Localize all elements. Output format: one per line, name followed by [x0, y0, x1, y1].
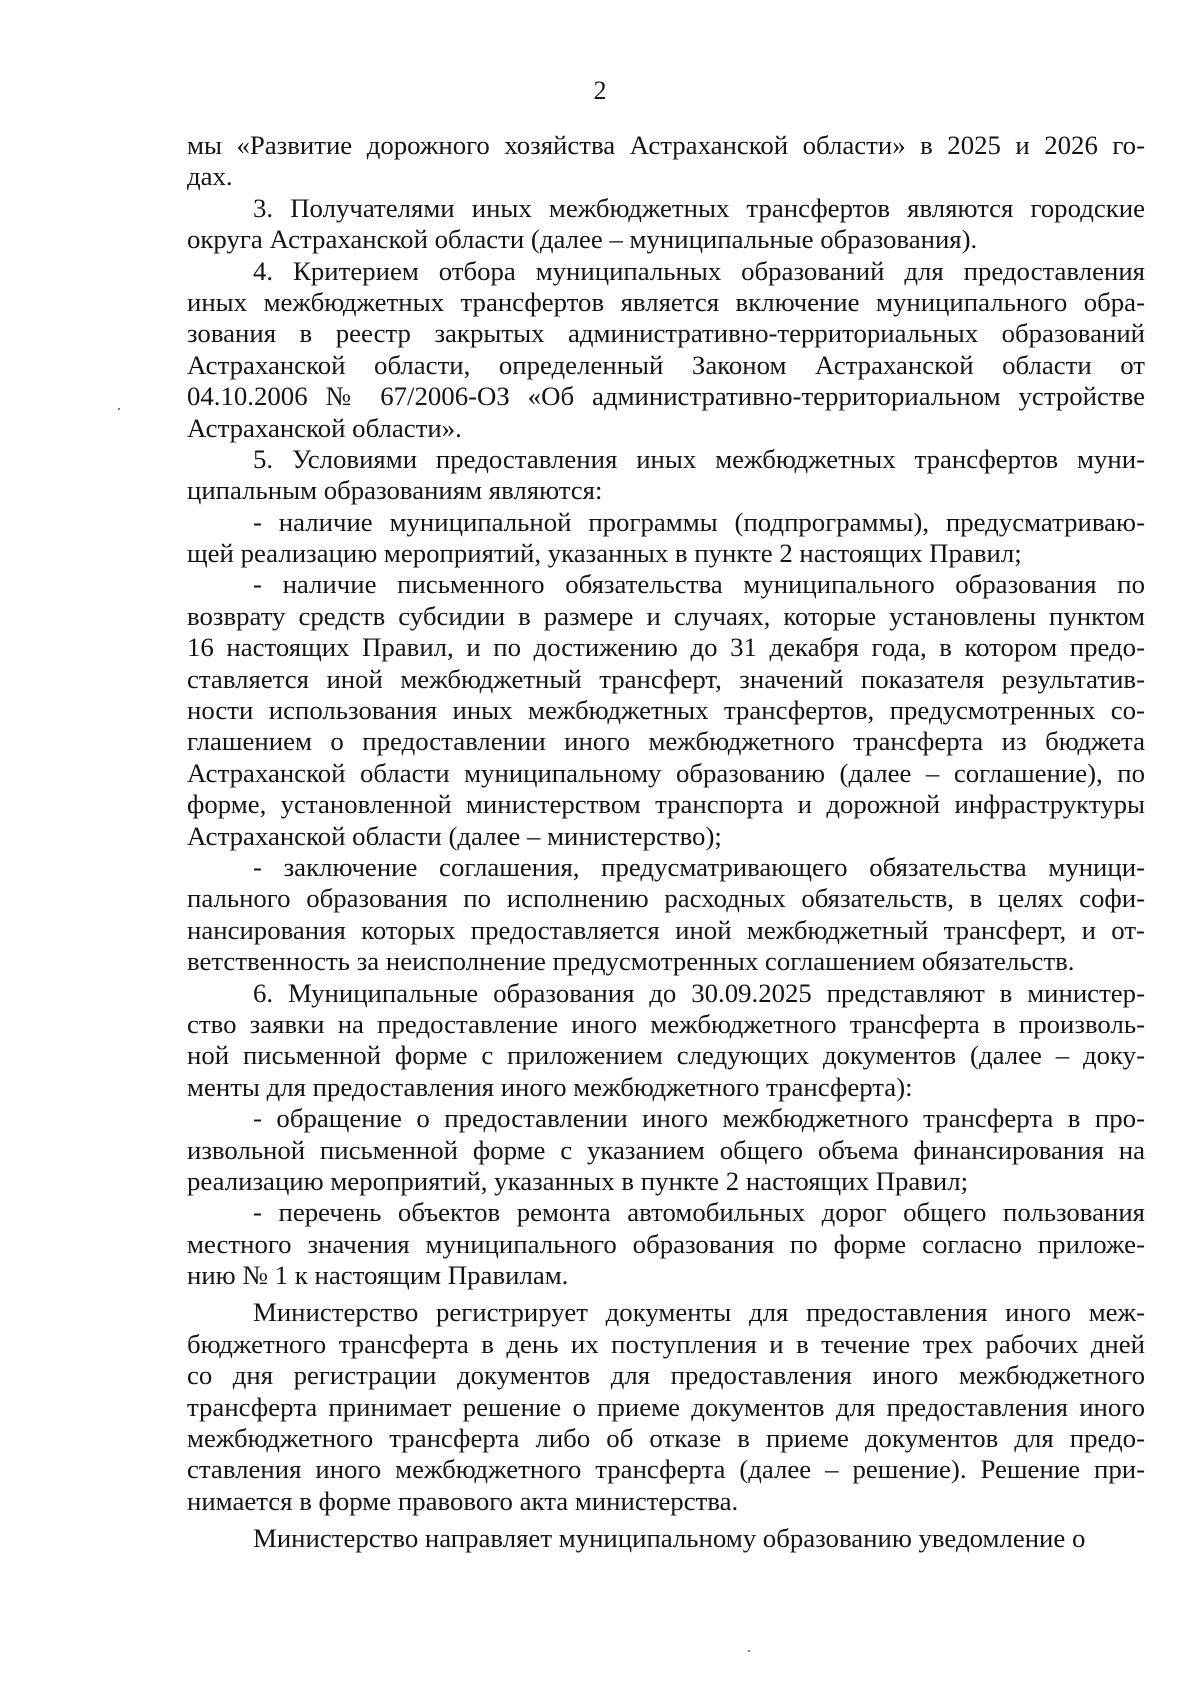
paragraph [187, 1103, 1145, 1197]
text-line: ставления иного межбюджетного трансферта (далее – решение). Решение при- [187, 1454, 1145, 1485]
text-line: Астраханской области». [187, 412, 462, 443]
text-line: щей реализацию мероприятий, указанных в пункте 2 настоящих Правил; [187, 538, 1022, 569]
text-line: Министерство регистрирует документы для предоставления иного меж- [253, 1297, 1145, 1328]
text-line: Министерство направляет муниципальному образованию уведомление о [253, 1523, 1086, 1554]
paragraph [187, 193, 1145, 256]
text-line: 16 настоящих Правил, и по достижению до 31 декабря года, в котором предо- [187, 632, 1145, 663]
text-line: возврату средств субсидии в размере и случаях, которые установлены пунктом [187, 600, 1145, 631]
text-line: местного значения муниципального образования по форме согласно приложе- [187, 1228, 1145, 1259]
scan-speck [118, 408, 120, 410]
text-line: - наличие письменного обязательства муниципального образования по [253, 569, 1145, 600]
paragraph [187, 569, 1145, 852]
scan-speck [748, 1650, 750, 1652]
text-line: Астраханской области муниципальному образованию (далее – соглашение), по [187, 757, 1145, 788]
text-line: бюджетного трансферта в день их поступления и в течение трех рабочих дней [187, 1328, 1145, 1359]
text-line: мы «Развитие дорожного хозяйства Астраханской области» в 2025 и 2026 го- [187, 130, 1145, 160]
text-line: нансирования которых предоставляется иной межбюджетный трансферт, и от- [187, 914, 1145, 945]
text-line: нию № 1 к настоящим Правилам. [187, 1260, 569, 1291]
text-line: - наличие муниципальной программы (подпрограммы), предусматриваю- [253, 506, 1145, 537]
paragraph [187, 1297, 1145, 1517]
text-line: извольной письменной форме с указанием общего объема финансирования на [187, 1134, 1145, 1165]
paragraph [187, 852, 1145, 978]
text-line: 4. Критерием отбора муниципальных образований для предоставления [253, 255, 1145, 286]
text-line: 3. Получателями иных межбюджетных трансфертов являются городские [253, 192, 1145, 223]
text-line: Астраханской области, определенный Законом Астраханской области от [187, 349, 1145, 380]
text-line: ной письменной форме с приложением следующих документов (далее – доку- [187, 1040, 1145, 1071]
text-line: ставляется иной межбюджетный трансферт, значений показателя результатив- [187, 663, 1145, 694]
text-line: 5. Условиями предоставления иных межбюджетных трансфертов муни- [253, 443, 1145, 474]
text-line: - обращение о предоставлении иного межбюджетного трансферта в про- [253, 1103, 1145, 1134]
text-line: округа Астраханской области (далее – муниципальные образования). [187, 224, 978, 255]
paragraph [187, 256, 1145, 444]
text-line: зования в реестр закрытых административно-территориальных образований [187, 318, 1145, 349]
text-line: трансферта принимает решение о приеме документов для предоставления иного [187, 1391, 1145, 1422]
paragraph [187, 507, 1145, 570]
text-line: 04.10.2006 № 67/2006-ОЗ «Об административно-территориальном устройстве [187, 381, 1145, 412]
paragraph [187, 444, 1145, 507]
text-line: нимается в форме правового акта министерства. [187, 1485, 739, 1516]
text-line: менты для предоставления иного межбюджетного трансферта): [187, 1071, 913, 1102]
text-line: 6. Муниципальные образования до 30.09.2025 представляют в министер- [253, 977, 1145, 1008]
paragraph [187, 978, 1145, 1104]
paragraph [187, 1197, 1145, 1291]
text-line: Астраханской области (далее – министерство); [187, 820, 722, 851]
text-line: реализацию мероприятий, указанных в пункте 2 настоящих Правил; [187, 1165, 969, 1196]
text-line: - перечень объектов ремонта автомобильных дорог общего пользования [253, 1197, 1145, 1228]
text-line: ство заявки на предоставление иного межбюджетного трансферта в произволь- [187, 1008, 1145, 1039]
text-line: ности использования иных межбюджетных трансфертов, предусмотренных со- [187, 695, 1145, 726]
text-line: ципальным образованиям являются: [187, 475, 603, 506]
text-line: ветственность за неисполнение предусмотренных соглашением обязательств. [187, 946, 1075, 977]
page-number: 2 [593, 76, 607, 105]
text-line: со дня регистрации документов для предоставления иного межбюджетного [187, 1360, 1145, 1391]
text-line: пального образования по исполнению расходных обязательств, в целях софи- [187, 883, 1145, 914]
paragraph [187, 130, 1145, 193]
text-line: - заключение соглашения, предусматривающего обязательства муници- [253, 851, 1145, 882]
text-line: глашением о предоставлении иного межбюджетного трансферта из бюджета [187, 726, 1145, 757]
document-body [187, 130, 1145, 1555]
text-line: дах. [187, 161, 233, 192]
text-line: форме, установленной министерством транспорта и дорожной инфраструктуры [187, 789, 1145, 820]
text-line: иных межбюджетных трансфертов является включение муниципального обра- [187, 286, 1145, 317]
text-line: межбюджетного трансферта либо об отказе в приеме документов для предо- [187, 1423, 1145, 1454]
paragraph [187, 1523, 1145, 1554]
